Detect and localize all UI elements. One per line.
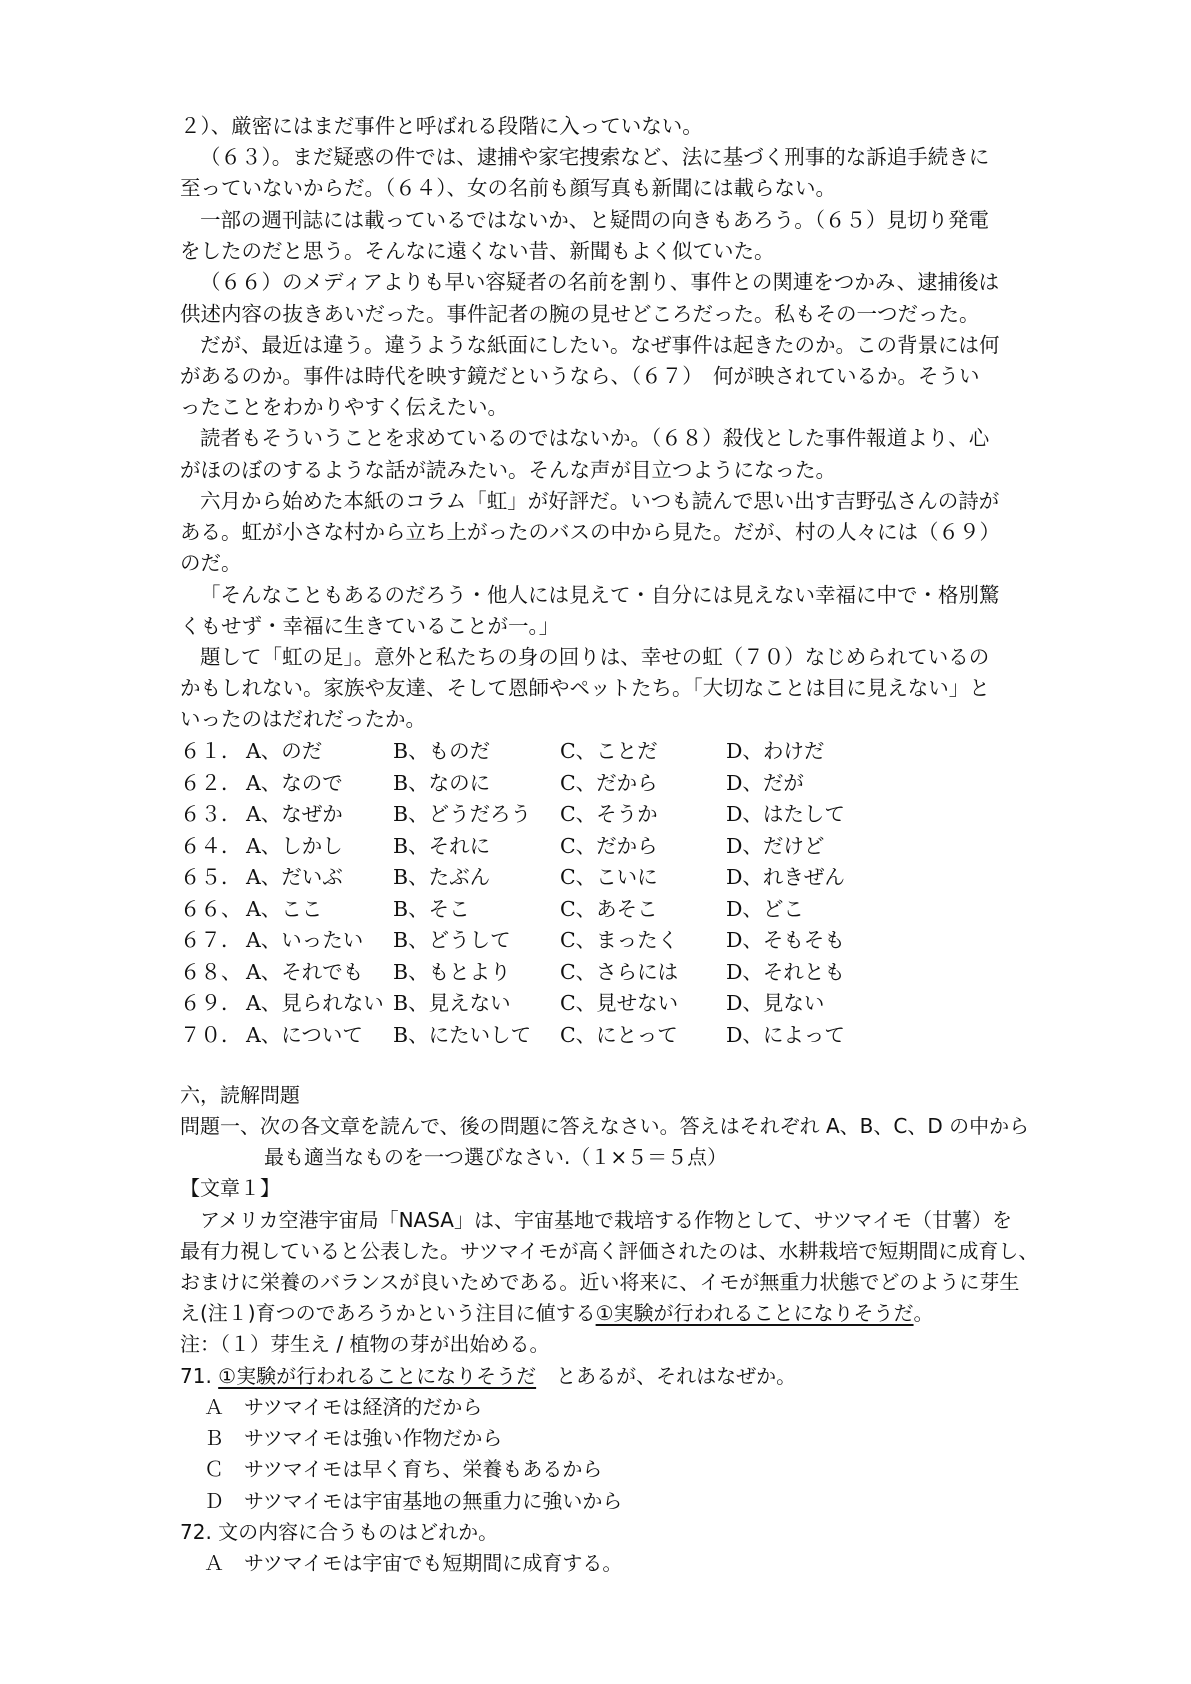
- passage-line: ある。虹が小さな村から立ち上がったのバスの中から見た。だが、村の人々には（６９）: [180, 520, 1000, 544]
- passage-line: 「そんなこともあるのだろう・他人には見えて・自分には見えない幸福に中で・格別驚: [200, 583, 1000, 607]
- article-line: [180, 1297, 1080, 1329]
- passage-line: をしたのだと思う。そんなに遠くない昔、新聞もよく似ていた。: [180, 239, 775, 263]
- note: 注：（１）芽生え / 植物の芽が出始める。: [180, 1332, 550, 1356]
- option-a: A、いったい: [246, 928, 364, 952]
- option-c: C、まったく: [560, 928, 679, 952]
- answer-option: Ｄ サツマイモは宇宙基地の無重力に強いから: [204, 1489, 623, 1513]
- option-b: B、たぶん: [393, 865, 491, 889]
- choice-row: [180, 923, 1080, 955]
- option-a: A、なので: [246, 770, 343, 795]
- article-title: 【文章１】: [180, 1176, 280, 1200]
- instruction-line: [180, 1110, 1080, 1142]
- option-a: A、について: [246, 1022, 363, 1047]
- option-a: A、見られない: [246, 991, 384, 1015]
- underlined-phrase: ①実験が行われることになりそうだ: [218, 1364, 537, 1388]
- option-c: C、ことだ: [560, 739, 658, 763]
- choice-row: [180, 986, 1080, 1018]
- choice-row: [180, 797, 1080, 829]
- option-a: A、だいぶ: [246, 865, 343, 889]
- option-a: A、ここ: [246, 896, 323, 921]
- question-number: ６６、: [180, 896, 242, 921]
- passage-line: （６３）。まだ疑惑の件では、逮捕や家宅捜索など、法に基づく刑事的な訴追手続きに: [200, 145, 990, 169]
- answer-option: Ａ サツマイモは経済的だから: [204, 1395, 483, 1419]
- option-a: A、のだ: [246, 739, 323, 763]
- option-d: D、わけだ: [726, 739, 825, 763]
- option-d: D、によって: [726, 1022, 845, 1047]
- question-number: ６８、: [180, 959, 242, 984]
- passage-line: があるのか。事件は時代を映す鏡だというなら、（６７） 何が映されているか。そうい: [180, 364, 980, 388]
- answer-option: Ａ サツマイモは宇宙でも短期間に成育する。: [204, 1551, 623, 1575]
- option-c: C、あそこ: [560, 896, 658, 921]
- choice-row: [180, 829, 1080, 861]
- option-b: B、どうだろう: [393, 802, 532, 826]
- instruction-line: 最も適当なものを一つ選びなさい.（１×５＝５点）: [264, 1145, 728, 1169]
- passage-line: 題して「虹の足」。意外と私たちの身の回りは、幸せの虹（７０）なじめられているの: [200, 645, 990, 669]
- option-b: B、ものだ: [393, 739, 491, 763]
- option-a: A、しかし: [246, 833, 343, 858]
- option-b: B、なのに: [393, 770, 491, 795]
- section-heading: 六，読解問題: [180, 1083, 300, 1107]
- option-b: B、それに: [393, 833, 491, 858]
- option-d: D、そもそも: [726, 928, 845, 952]
- article-line: アメリカ空港宇宙局「NASA」は、宇宙基地で栽培する作物として、サツマイモ（甘薯）を: [200, 1208, 1012, 1232]
- underlined-phrase: ①実験が行われることになりそうだ: [595, 1301, 914, 1325]
- question-text: とあるが、それはなぜか。: [536, 1364, 797, 1388]
- instruction-text: 問題一、次の各文章を読んで、後の問題に答えなさい。答えはそれぞれ A、B、C、D の中から: [180, 1114, 1030, 1138]
- option-d: D、はたして: [726, 802, 845, 826]
- passage-line: かもしれない。家族や友達、そして恩師やペットたち。「大切なことは目に見えない」と: [180, 676, 990, 700]
- passage-line: のだ。: [180, 551, 242, 575]
- question-number: ６９．: [180, 991, 242, 1015]
- passage-line: 供述内容の抜きあいだった。事件記者の腕の見せどころだった。私もその一つだった。: [180, 302, 980, 326]
- option-b: B、そこ: [393, 896, 470, 921]
- passage-line: くもせず・幸福に生きていることが一。」: [180, 614, 560, 638]
- answer-option: Ｃ サツマイモは早く育ち、栄養もあるから: [204, 1457, 603, 1481]
- article-text: 。: [913, 1301, 934, 1325]
- option-b: B、どうして: [393, 928, 511, 952]
- option-d: D、だけど: [726, 833, 825, 858]
- option-d: D、どこ: [726, 896, 804, 921]
- question-number: ６７．: [180, 928, 242, 952]
- question-number: ６３．: [180, 802, 242, 826]
- choice-row: [180, 734, 1080, 766]
- article-line: 最有力視していると公表した。サツマイモが高く評価されたのは、水耕栽培で短期間に成育し、: [180, 1239, 1039, 1263]
- passage-line: 六月から始めた本紙のコラム「虹」が好評だ。いつも読んで思い出す吉野弘さんの詩が: [200, 489, 1000, 513]
- option-b: B、にたいして: [393, 1022, 532, 1047]
- option-c: C、こいに: [560, 865, 658, 889]
- question-71: [180, 1360, 1080, 1392]
- article-line: おまけに栄養のバランスが良いためである。近い将来に、イモが無重力状態でどのように芽生: [180, 1270, 1020, 1294]
- passage-line: （６６）のメディアよりも早い容疑者の名前を割り、事件との関連をつかみ、逮捕後は: [200, 270, 1000, 294]
- choice-row: [180, 766, 1080, 798]
- option-d: D、だが: [726, 770, 804, 795]
- question-number: ６２．: [180, 770, 242, 795]
- choice-row: [180, 1018, 1080, 1050]
- option-c: C、さらには: [560, 959, 679, 984]
- passage-line: 読者もそういうことを求めているのではないか。（６８）殺伐とした事件報道より、心: [200, 426, 990, 450]
- option-c: C、だから: [560, 770, 658, 795]
- passage-line: 一部の週刊誌には載っているではないか、と疑問の向きもあろう。（６５）見切り発電: [200, 208, 990, 232]
- option-b: B、もとより: [393, 959, 511, 984]
- passage-line: だが、最近は違う。違うような紙面にしたい。なぜ事件は起きたのか。この背景には何: [200, 333, 1000, 357]
- answer-option: Ｂ サツマイモは強い作物だから: [204, 1426, 503, 1450]
- choice-list: [180, 734, 1080, 1049]
- option-d: D、見ない: [726, 991, 825, 1015]
- question-number: ６５．: [180, 865, 242, 889]
- passage-line: ったことをわかりやすく伝えたい。: [180, 395, 508, 419]
- option-c: C、だから: [560, 833, 658, 858]
- question-number: ６１．: [180, 739, 242, 763]
- option-c: C、にとって: [560, 1022, 678, 1047]
- option-d: D、それとも: [726, 959, 845, 984]
- question-72: 72. 文の内容に合うものはどれか。: [180, 1520, 499, 1544]
- passage-line: 至っていないからだ。（６４）、女の名前も顔写真も新聞には載らない。: [180, 176, 836, 200]
- choice-row: [180, 860, 1080, 892]
- option-a: A、なぜか: [246, 802, 343, 826]
- question-number: ６４．: [180, 833, 242, 858]
- article-text: え(注１)育つのであろうかという注目に値する: [180, 1301, 596, 1325]
- option-d: D、れきぜん: [726, 865, 845, 889]
- option-c: C、見せない: [560, 991, 679, 1015]
- question-number: ７０．: [180, 1022, 242, 1047]
- question-number: 71.: [180, 1364, 219, 1388]
- passage-line: がほのぼのするような話が読みたい。そんな声が目立つようになった。: [180, 458, 836, 482]
- choice-row: [180, 955, 1080, 987]
- option-a: A、それでも: [246, 959, 364, 984]
- passage-line: ２）、厳密にはまだ事件と呼ばれる段階に入っていない。: [180, 114, 703, 138]
- choice-row: [180, 892, 1080, 924]
- passage-line: いったのはだれだったか。: [180, 707, 426, 731]
- option-c: C、そうか: [560, 802, 658, 826]
- option-b: B、見えない: [393, 991, 511, 1015]
